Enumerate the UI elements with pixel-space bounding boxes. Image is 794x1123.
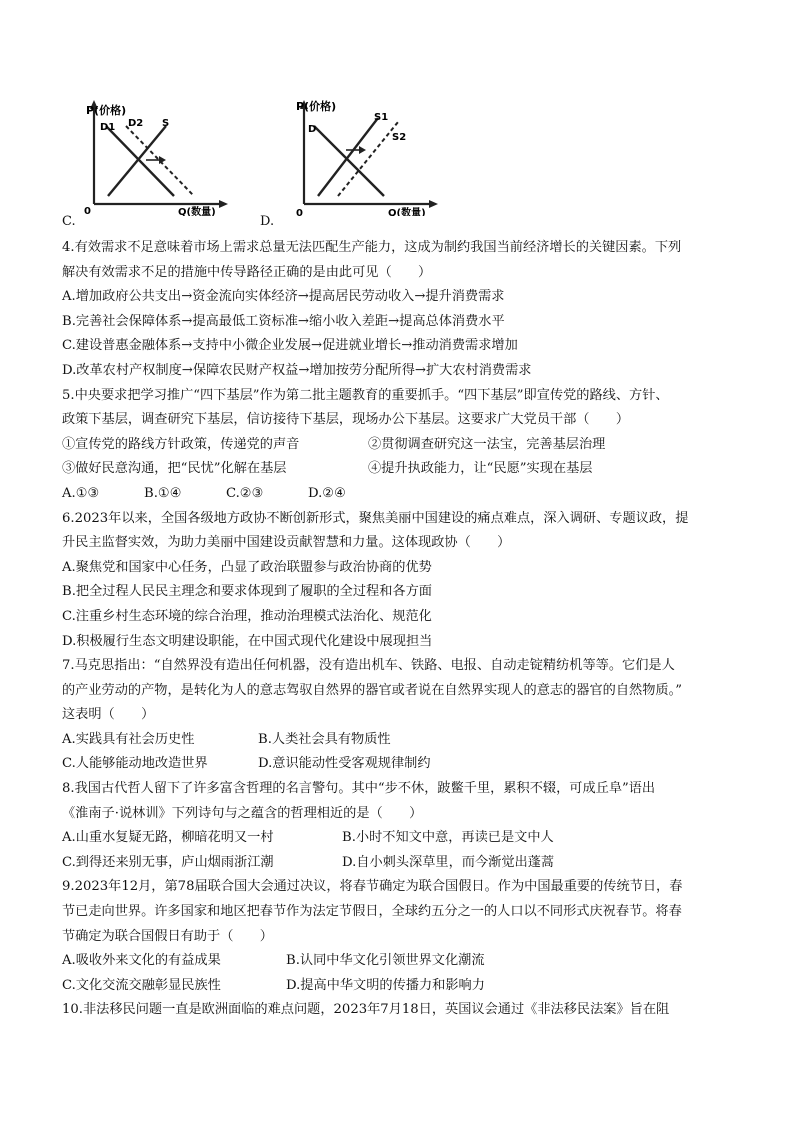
options-row bbox=[62, 752, 732, 777]
options-row bbox=[62, 728, 732, 753]
question-stem-line: 9.2023年12月，第78届联合国大会通过决议，将春节确定为联合国假日。作为中国最重要的传统节日，春 bbox=[62, 879, 683, 895]
question-stem-line: 《淮南子·说林训》下列诗句与之蕴含的哲理相近的是（ ） bbox=[62, 805, 423, 821]
graph-d-y-label: P(价格) bbox=[296, 100, 337, 113]
question-4 bbox=[62, 236, 732, 384]
question-9 bbox=[62, 875, 732, 998]
options-row bbox=[62, 826, 732, 851]
statement-row bbox=[62, 457, 732, 482]
statement-1: ①宣传党的路线方针政策，传递党的声音 bbox=[62, 436, 300, 452]
graph-d-x-arrow-icon bbox=[429, 200, 438, 208]
graph-d-origin: 0 bbox=[296, 208, 303, 216]
option-a: A.增加政府公共支出→资金流向实体经济→提高居民劳动收入→提升消费需求 bbox=[62, 289, 505, 305]
graph-d-svg bbox=[292, 96, 442, 216]
question-5 bbox=[62, 384, 732, 507]
option-b: B.小时不知文中意，再读已是文中人 bbox=[342, 830, 554, 846]
graph-c-curve-label-s: S bbox=[162, 118, 170, 129]
graph-c-y-label: P(价格) bbox=[86, 104, 127, 117]
option-d: D.②④ bbox=[308, 485, 346, 501]
option-a: A.①③ bbox=[62, 485, 100, 501]
option-c: C.建设普惠金融体系→支持中小微企业发展→促进就业增长→推动消费需求增加 bbox=[62, 338, 518, 354]
question-stem-line: 这表明（ ） bbox=[62, 707, 155, 723]
question-10 bbox=[62, 998, 732, 1023]
option-b: B.①④ bbox=[144, 485, 182, 501]
option-d: D.意识能动性受客观规律制约 bbox=[258, 756, 431, 772]
option-b: B.认同中华文化引领世界文化潮流 bbox=[286, 953, 485, 969]
graph-d-option-label: D. bbox=[260, 214, 275, 229]
question-stem-line: 6.2023年以来，全国各级地方政协不断创新形式，聚焦美丽中国建设的痛点难点，深入调研、专题议政，提 bbox=[62, 510, 689, 526]
graph-d-curve-d bbox=[314, 126, 384, 196]
graph-d-curve-label-s1: S1 bbox=[374, 112, 389, 123]
graph-c-origin: 0 bbox=[84, 206, 91, 216]
statement-row bbox=[62, 433, 732, 458]
graph-d bbox=[292, 96, 442, 220]
question-7 bbox=[62, 654, 732, 777]
options-row bbox=[62, 949, 732, 974]
option-c: C.注重乡村生态环境的综合治理，推动治理模式法治化、规范化 bbox=[62, 608, 432, 624]
statement-4: ④提升执政能力，让“民愿”实现在基层 bbox=[368, 461, 593, 477]
option-c: C.人能够能动地改造世界 bbox=[62, 756, 208, 772]
questions-container bbox=[62, 236, 732, 1023]
graph-c-curve-label-d2: D2 bbox=[128, 118, 144, 129]
graph-c-x-label: Q(数量) bbox=[178, 207, 216, 216]
question-stem-line: 4.有效需求不足意味着市场上需求总量无法匹配生产能力，这成为制约我国当前经济增长的关键因素。下列 bbox=[62, 240, 682, 255]
question-stem-line: 7.马克思指出：“自然界没有造出任何机器，没有造出机车、铁路、电报、自动走锭精纺机等等。它们是人 bbox=[62, 658, 675, 674]
options-row bbox=[62, 974, 732, 999]
question-stem-line: 8.我国古代哲人留下了许多富含哲理的名言警句。其中“步不休，跛鳖千里，累积不辍，可成丘阜”语出 bbox=[62, 781, 656, 797]
graph-c-curve-label-d1: D1 bbox=[100, 122, 116, 133]
question-stem-line: 节已走向世界。许多国家和地区把春节作为法定节假日，全球约五分之一的人口以不同形式庆祝春节。将春 bbox=[62, 904, 682, 920]
option-c: C.到得还来别无事，庐山烟雨浙江潮 bbox=[62, 854, 274, 870]
graph-d-curve-label-s2: S2 bbox=[392, 132, 407, 143]
question-stem-line: 节确定为联合国假日有助于（ ） bbox=[62, 928, 273, 944]
supply-demand-graphs bbox=[62, 96, 442, 231]
graph-c-svg bbox=[82, 96, 232, 216]
question-6 bbox=[62, 507, 732, 655]
graph-d-curve-label-d: D bbox=[308, 124, 317, 135]
statement-2: ②贯彻调查研究这一法宝，完善基层治理 bbox=[368, 436, 606, 452]
graph-c-x-arrow-icon bbox=[219, 200, 228, 208]
question-stem-line: 解决有效需求不足的措施中传导路径正确的是由此可见（ ） bbox=[62, 264, 432, 280]
option-a: A.聚焦党和国家中心任务，凸显了政治联盟参与政治协商的优势 bbox=[62, 559, 432, 575]
question-8 bbox=[62, 777, 732, 875]
question-stem-line: 5.中央要求把学习推广“四下基层”作为第二批主题教育的重要抓手。“四下基层”即宣传党的路线、方针、 bbox=[62, 387, 669, 403]
option-b: B.完善社会保障体系→提高最低工资标准→缩小收入差距→提高总体消费水平 bbox=[62, 313, 505, 329]
options-row bbox=[62, 851, 732, 876]
question-stem-line: 的产业劳动的产物，是转化为人的意志驾驭自然界的器官或者说在自然界实现人的意志的器官的自然物质。” bbox=[62, 682, 682, 698]
question-stem-line: 10.非法移民问题一直是欧洲面临的难点问题，2023年7月18日，英国议会通过《非法移民法案》旨在阻 bbox=[62, 1002, 670, 1018]
graph-c-option-label: C. bbox=[62, 214, 76, 229]
option-c: C.文化交流交融彰显民族性 bbox=[62, 977, 221, 993]
option-d: D.自小刺头深草里，而今渐觉出蓬蒿 bbox=[342, 854, 555, 870]
options-row bbox=[62, 482, 732, 507]
option-a: A.实践具有社会历史性 bbox=[62, 731, 195, 747]
option-d: D.改革农村产权制度→保障农民财产权益→增加按劳分配所得→扩大农村消费需求 bbox=[62, 362, 532, 378]
question-stem-line: 升民主监督实效，为助力美丽中国建设贡献智慧和力量。这体现政协（ ） bbox=[62, 535, 511, 551]
option-b: B.把全过程人民民主理念和要求体现到了履职的全过程和各方面 bbox=[62, 584, 432, 600]
question-stem-line: 政策下基层，调查研究下基层，信访接待下基层，现场办公下基层。这要求广大党员干部（ ） bbox=[62, 412, 630, 428]
option-d: D.积极履行生态文明建设职能，在中国式现代化建设中展现担当 bbox=[62, 633, 433, 649]
option-d: D.提高中华文明的传播力和影响力 bbox=[286, 977, 485, 993]
option-a: A.山重水复疑无路，柳暗花明又一村 bbox=[62, 830, 274, 846]
statement-3: ③做好民意沟通，把“民忧”化解在基层 bbox=[62, 461, 287, 477]
option-b: B.人类社会具有物质性 bbox=[258, 731, 391, 747]
graph-d-x-label: Q(数量) bbox=[388, 208, 426, 216]
option-a: A.吸收外来文化的有益成果 bbox=[62, 953, 221, 969]
graph-c bbox=[82, 96, 232, 220]
option-c: C.②③ bbox=[226, 485, 264, 501]
